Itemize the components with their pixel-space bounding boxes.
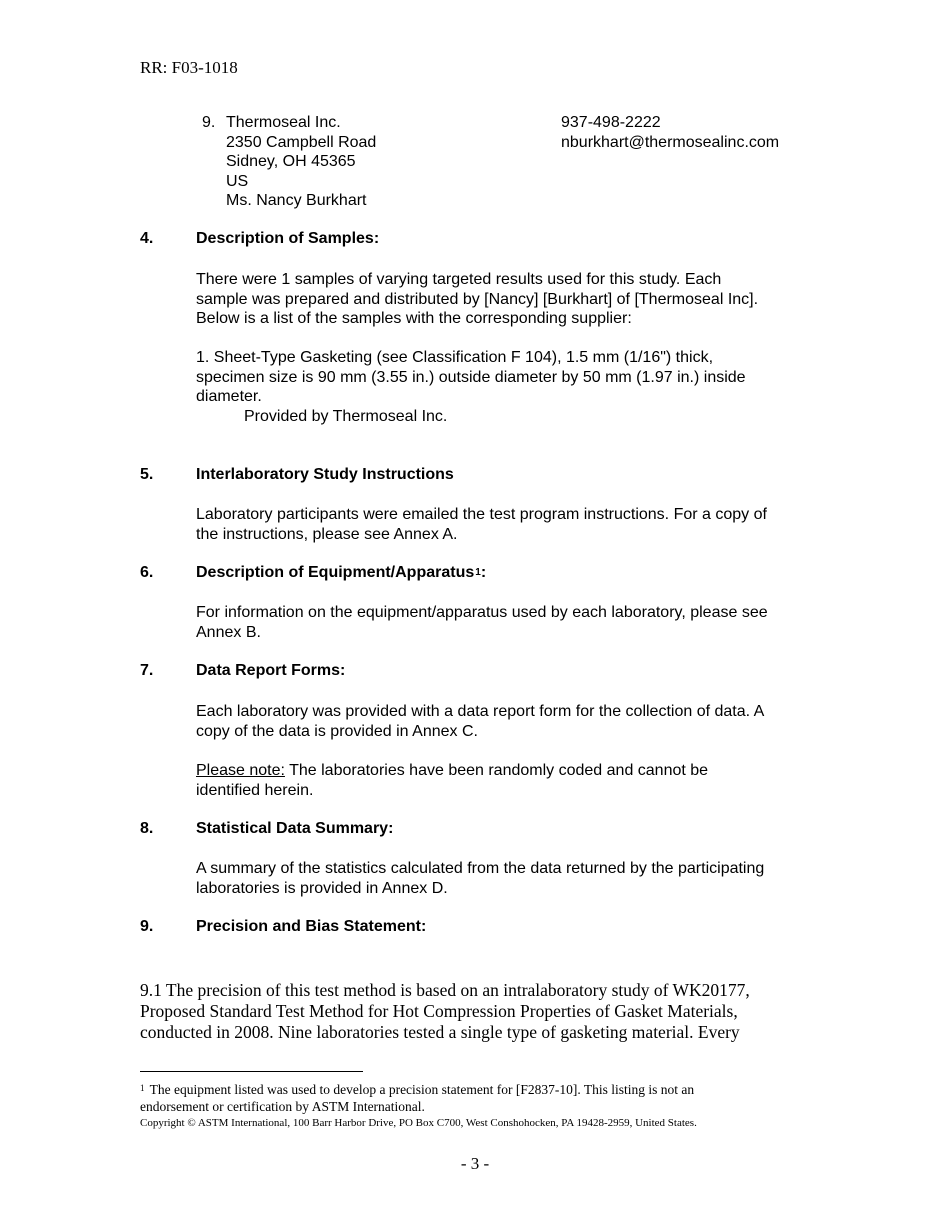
section-5-paragraph [196, 505, 821, 544]
paragraph-line: identified herein. [196, 781, 314, 799]
footnote-line [140, 1081, 694, 1098]
section-6-number: 6. [140, 564, 154, 581]
section-6-title-text: Description of Equipment/Apparatus [196, 564, 475, 581]
sample-provider: Provided by Thermoseal Inc. [244, 407, 448, 425]
section-6-title [196, 564, 486, 582]
address-item-number: 9. [202, 114, 216, 131]
section-4-paragraph [196, 270, 821, 329]
section-7-paragraph [196, 702, 821, 741]
note-text: The laboratories have been randomly coded and cannot be [284, 762, 709, 779]
section-8-title: Statistical Data Summary: [196, 820, 394, 837]
address-line: Sidney, OH 45365 [226, 153, 356, 170]
paragraph-line: 1. Sheet-Type Gasketing (see Classification F 104), 1.5 mm (1/16") thick, [196, 349, 714, 366]
footnote-divider [140, 1071, 363, 1072]
section-7-note [196, 761, 821, 800]
paragraph-line: laboratories is provided in Annex D. [196, 879, 448, 897]
address-line: 2350 Campbell Road [226, 133, 377, 151]
paragraph-line: sample was prepared and distributed by [Nancy] [Burkhart] of [Thermoseal Inc]. [196, 290, 759, 308]
report-id-header: RR: F03-1018 [140, 58, 238, 77]
paragraph-line: specimen size is 90 mm (3.55 in.) outside diameter by 50 mm (1.97 in.) inside [196, 368, 746, 386]
footnote [140, 1081, 694, 1115]
contact-email: nburkhart@thermosealinc.com [561, 133, 780, 151]
address-line: Ms. Nancy Burkhart [226, 192, 367, 209]
paragraph-line: conducted in 2008. Nine laboratories tested a single type of gasketing material. Every [140, 1022, 740, 1042]
paragraph-line: diameter. [196, 388, 262, 405]
section-4-number: 4. [140, 230, 154, 247]
paragraph-line: Laboratory participants were emailed the test program instructions. For a copy of [196, 506, 767, 523]
paragraph-line: Annex B. [196, 623, 261, 641]
copyright-notice: Copyright © ASTM International, 100 Barr Harbor Drive, PO Box C700, West Conshohocken, PA 19428-2959, United States. [140, 1117, 697, 1129]
section-9-paragraph [140, 980, 750, 1043]
footnote-line: endorsement or certification by ASTM International. [140, 1099, 425, 1114]
paragraph-line: copy of the data is provided in Annex C. [196, 722, 478, 740]
paragraph-line: For information on the equipment/apparatus used by each laboratory, please see [196, 604, 768, 621]
paragraph-line: Each laboratory was provided with a data report form for the collection of data. A [196, 703, 765, 720]
paragraph-line: 9.1 The precision of this test method is based on an intralaboratory study of WK20177, [140, 980, 750, 1000]
address-line: US [226, 172, 249, 190]
section-5-number: 5. [140, 466, 154, 483]
address-line: Thermoseal Inc. [226, 114, 341, 131]
section-4-title: Description of Samples: [196, 230, 380, 247]
paragraph-line: Below is a list of the samples with the corresponding supplier: [196, 310, 632, 327]
contact-phone: 937-498-2222 [561, 114, 661, 131]
section-7-number: 7. [140, 662, 154, 679]
section-9-title: Precision and Bias Statement: [196, 918, 427, 935]
footnote-marker: 1 [140, 1083, 145, 1093]
paragraph-line: There were 1 samples of varying targeted results used for this study. Each [196, 271, 722, 288]
section-8-paragraph [196, 859, 821, 898]
footnote-text: The equipment listed was used to develop a precision statement for [F2837-10]. This listing is not an [146, 1082, 695, 1097]
paragraph-line: the instructions, please see Annex A. [196, 525, 458, 543]
section-6-title-suffix: : [480, 564, 487, 581]
page-number: - 3 - [460, 1154, 490, 1173]
footnote-reference: 1 [475, 567, 481, 578]
note-line [196, 761, 821, 781]
section-5-title: Interlaboratory Study Instructions [196, 466, 454, 483]
section-6-paragraph [196, 603, 821, 642]
section-7-title: Data Report Forms: [196, 662, 346, 679]
supplier-contact [561, 113, 779, 152]
paragraph-line: Proposed Standard Test Method for Hot Compression Properties of Gasket Materials, [140, 1001, 738, 1021]
sample-item [196, 348, 821, 426]
section-8-number: 8. [140, 820, 154, 837]
supplier-address [226, 113, 376, 211]
section-9-number: 9. [140, 918, 154, 935]
note-label: Please note: [196, 762, 285, 779]
paragraph-line: A summary of the statistics calculated from the data returned by the participating [196, 860, 765, 877]
